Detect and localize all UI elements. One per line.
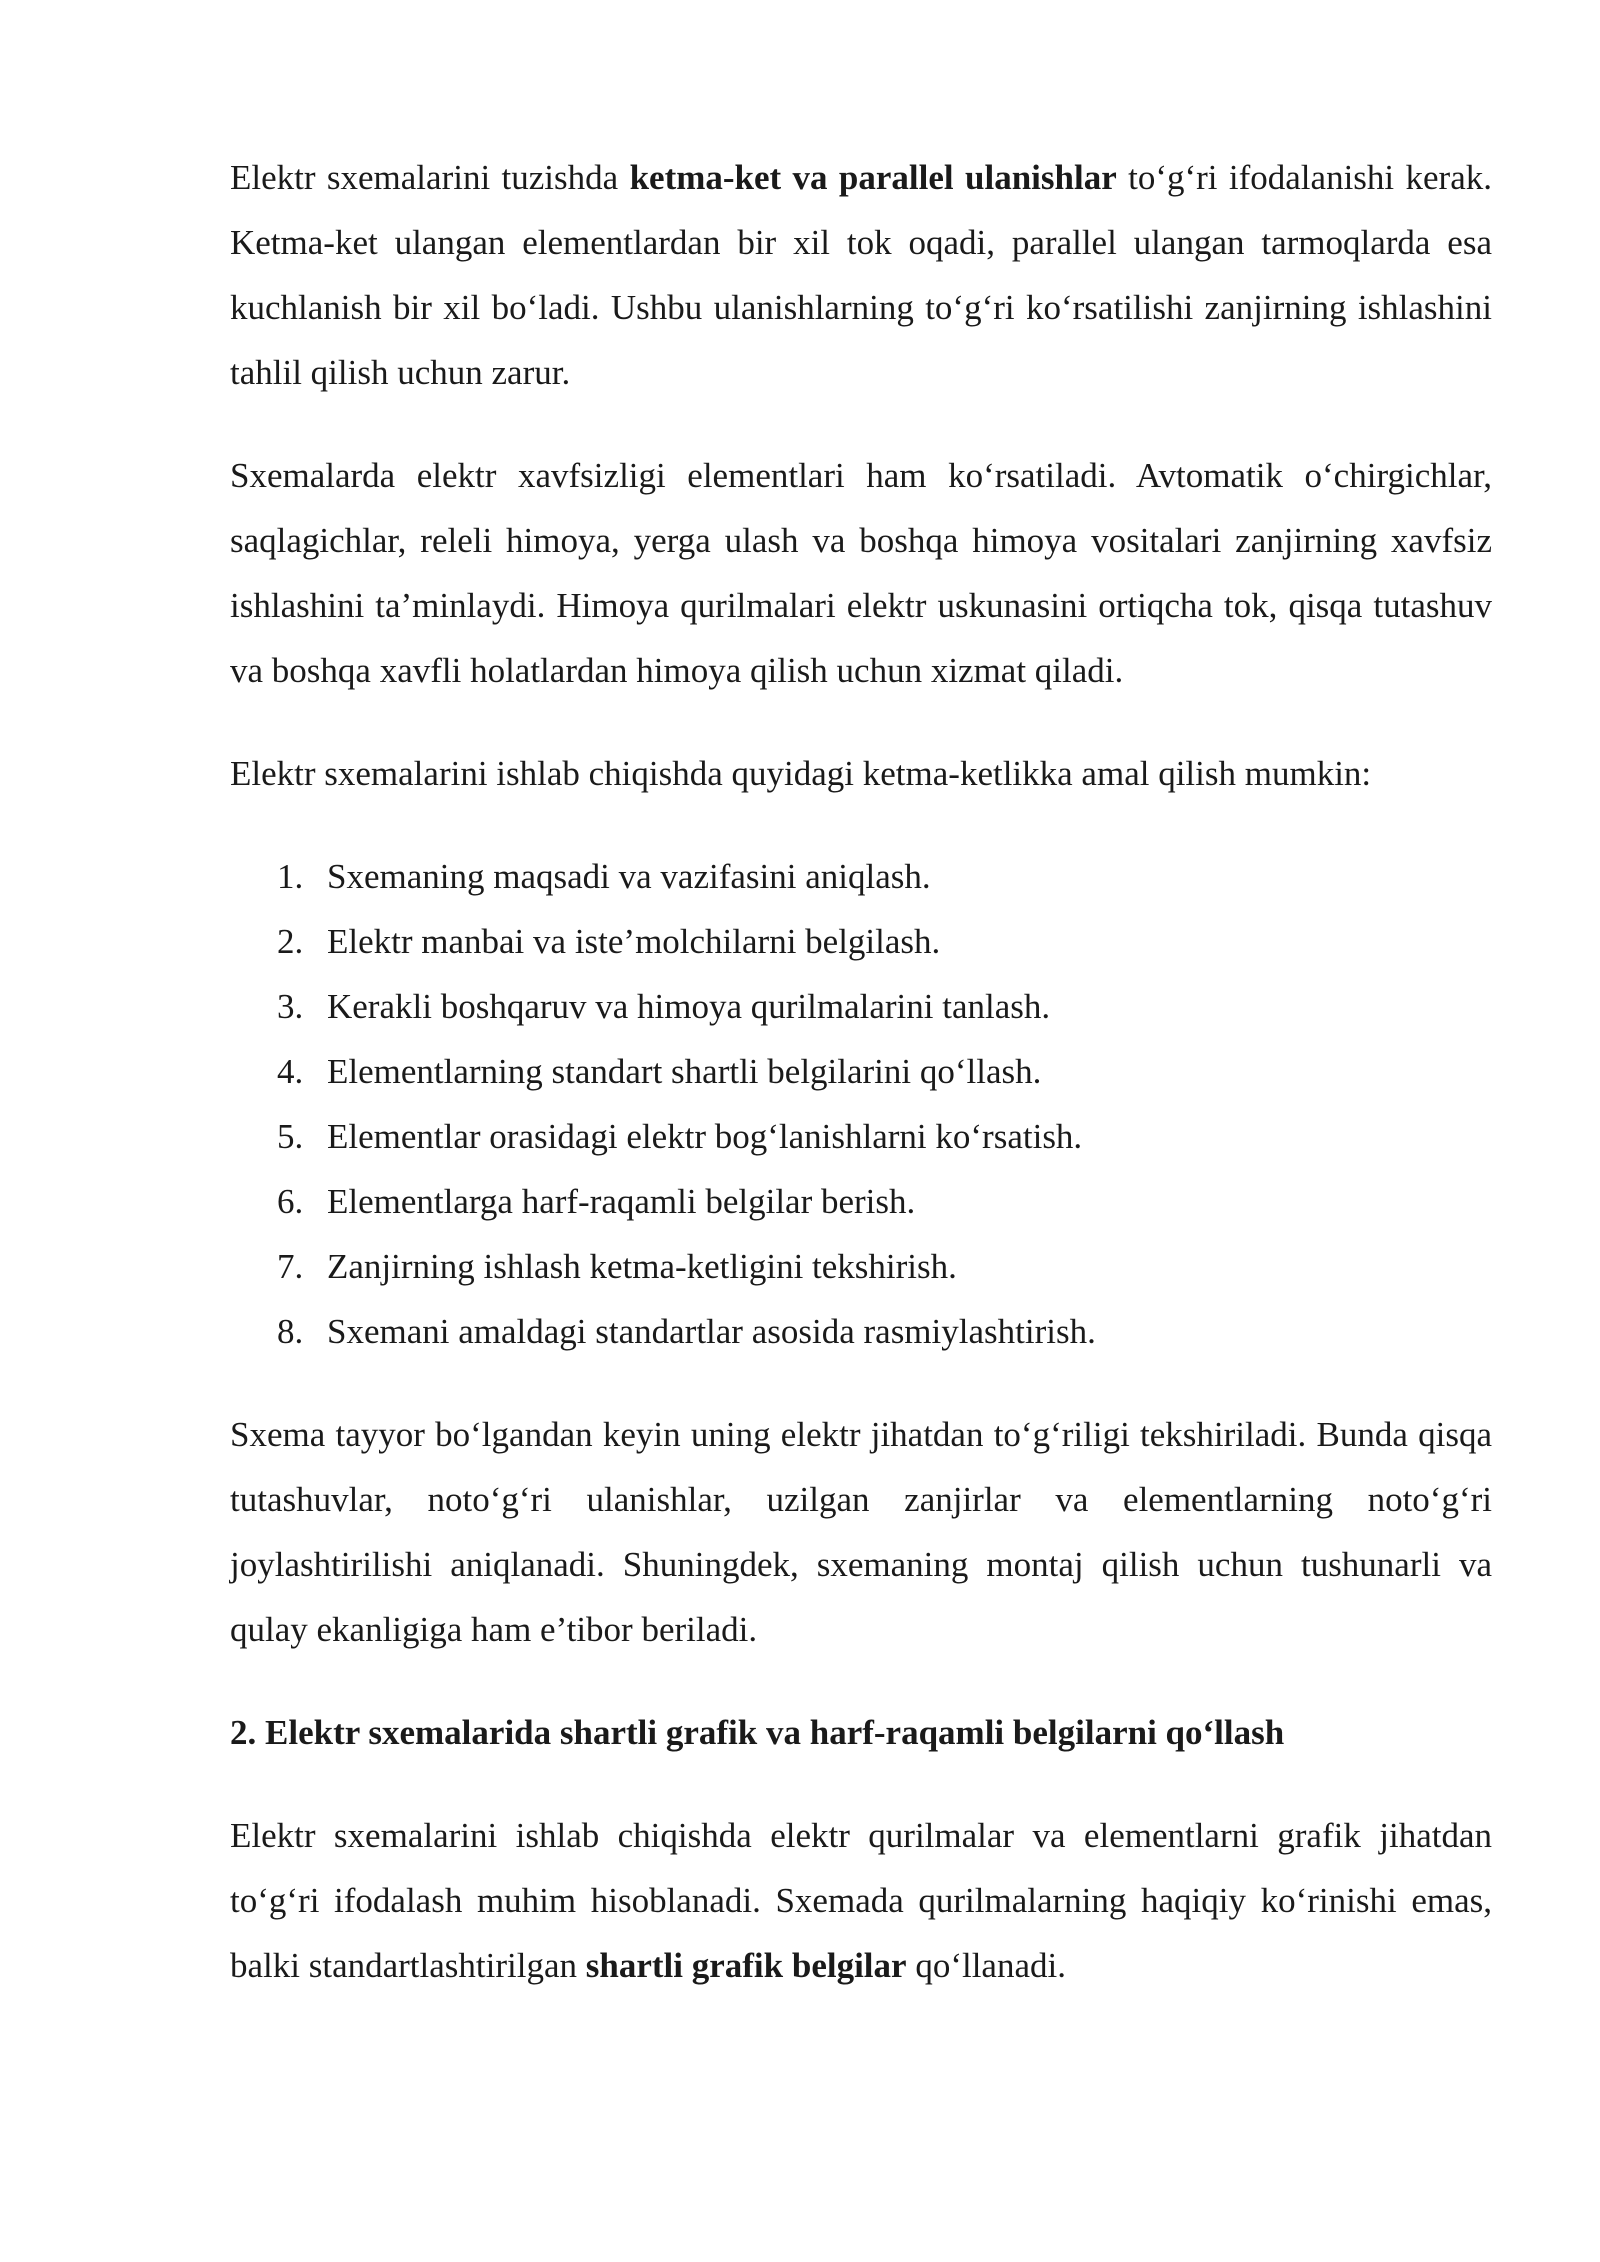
- bold-term: ketma-ket va parallel ulanishlar: [629, 158, 1117, 197]
- paragraph-series-parallel: [230, 145, 1492, 405]
- paragraph-safety: Sxemalarda elektr xavfsizligi elementlari ham ko‘rsatiladi. Avtomatik o‘chirgichlar, saqlagichlar, releli himoya, yerga ulash va boshqa himoya vositalari zanjirning xavfsiz ishlashini ta’minlaydi. Himoya qurilmalari elektr uskunasini ortiqcha tok, qisqa tutashuv va boshqa xavfli holatlardan himoya qilish uchun xizmat qiladi.: [230, 456, 1492, 690]
- list-number: 8.: [277, 1312, 304, 1351]
- list-number: 4.: [277, 1052, 304, 1091]
- list-number: 1.: [277, 857, 304, 896]
- list-text: Elementlarning standart shartli belgilarini qo‘llash.: [327, 1052, 1042, 1091]
- list-text: Sxemani amaldagi standartlar asosida rasmiylashtirish.: [327, 1312, 1096, 1351]
- paragraph-verification: Sxema tayyor bo‘lgandan keyin uning elektr jihatdan to‘g‘riligi tekshiriladi. Bunda qisqa tutashuvlar, noto‘g‘ri ulanishlar, uzilgan zanjirlar va elementlarning noto‘g‘ri joylashtirilishi aniqlanadi. Shuningdek, sxemaning montaj qilish uchun tushunarli va qulay ekanligiga ham e’tibor beriladi.: [230, 1415, 1492, 1649]
- list-text: Sxemaning maqsadi va vazifasini aniqlash.: [327, 857, 931, 896]
- document-page: [230, 145, 1492, 2036]
- list-item: [230, 1039, 1492, 1104]
- list-item: [230, 1234, 1492, 1299]
- list-number: 7.: [277, 1247, 304, 1286]
- list-number: 3.: [277, 987, 304, 1026]
- list-item: [230, 844, 1492, 909]
- list-text: Kerakli boshqaruv va himoya qurilmalarini tanlash.: [327, 987, 1051, 1026]
- paragraph-text: qo‘llanadi.: [906, 1946, 1066, 1985]
- list-item: [230, 1299, 1492, 1364]
- paragraph-list-intro: Elektr sxemalarini ishlab chiqishda quyidagi ketma-ketlikka amal qilish mumkin:: [230, 754, 1372, 793]
- paragraph-text: Elektr sxemalarini ishlab chiqishda elektr qurilmalar va elementlarni grafik jihatdan to‘g‘ri ifodalash muhim hisoblanadi. Sxemada qurilmalarning haqiqiy ko‘rinishi emas, balki standartlashtirilgan: [230, 1816, 1492, 1985]
- section-heading: 2. Elektr sxemalarida shartli grafik va harf-raqamli belgilarni qo‘llash: [230, 1713, 1285, 1752]
- list-item: [230, 1104, 1492, 1169]
- bold-term: shartli grafik belgilar: [585, 1946, 907, 1985]
- list-number: 5.: [277, 1117, 304, 1156]
- list-number: 6.: [277, 1182, 304, 1221]
- paragraph-graphic-symbols: [230, 1803, 1492, 1998]
- steps-list: [230, 844, 1492, 1364]
- list-text: Elementlar orasidagi elektr bog‘lanishlarni ko‘rsatish.: [327, 1117, 1083, 1156]
- list-item: [230, 909, 1492, 974]
- list-item: [230, 974, 1492, 1039]
- list-item: [230, 1169, 1492, 1234]
- paragraph-text: to‘g‘ri ifodalanishi kerak. Ketma-ket ulangan elementlardan bir xil tok oqadi, parallel ulangan tarmoqlarda esa kuchlanish bir xil bo‘ladi. Ushbu ulanishlarning to‘g‘ri ko‘rsatilishi zanjirning ishlashini tahlil qilish uchun zarur.: [230, 158, 1492, 392]
- list-text: Elektr manbai va iste’molchilarni belgilash.: [327, 922, 941, 961]
- list-text: Zanjirning ishlash ketma-ketligini tekshirish.: [327, 1247, 957, 1286]
- list-text: Elementlarga harf-raqamli belgilar berish.: [327, 1182, 916, 1221]
- paragraph-text: Elektr sxemalarini tuzishda: [230, 158, 630, 197]
- list-number: 2.: [277, 922, 304, 961]
